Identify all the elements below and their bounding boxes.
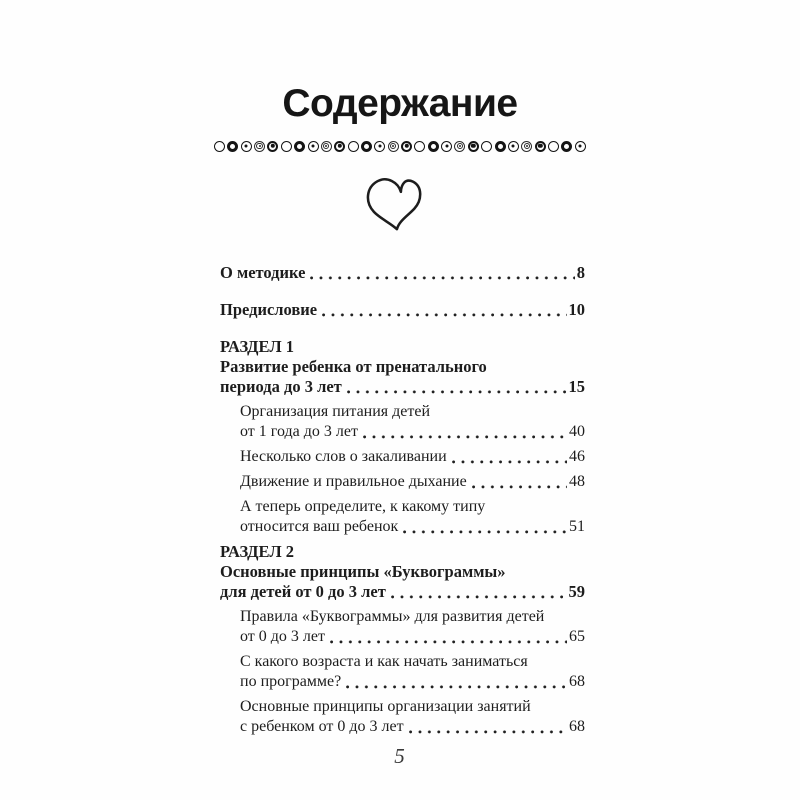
toc-line — [240, 652, 585, 672]
toc-line — [220, 377, 585, 397]
circle-glyph — [267, 141, 278, 152]
toc-entry-text: Организация питания детей — [240, 403, 431, 420]
dot-leader — [342, 377, 569, 397]
page-title: Содержание — [282, 82, 518, 125]
toc-entry-text: РАЗДЕЛ 1 — [220, 337, 294, 356]
dot-leader — [358, 422, 569, 442]
circle-glyph — [254, 141, 265, 152]
dot-leader — [398, 517, 569, 537]
circle-glyph — [388, 141, 399, 152]
circle-glyph — [241, 141, 252, 152]
toc-line — [240, 422, 585, 442]
toc-entry — [220, 337, 585, 397]
toc-entry-text: Основные принципы организации занятий — [240, 698, 531, 715]
toc-entry-text: Движение и правильное дыхание — [240, 473, 467, 490]
circle-glyph — [308, 141, 319, 152]
dot-leader — [341, 672, 569, 692]
circles-divider — [214, 139, 586, 153]
page-number: 5 — [394, 744, 406, 768]
toc-page-number: 15 — [568, 377, 585, 396]
dot-leader — [447, 447, 569, 467]
circle-glyph — [401, 141, 412, 152]
dot-leader — [467, 472, 569, 492]
circle-glyph — [414, 141, 425, 152]
toc-line — [220, 337, 585, 357]
toc-line — [240, 697, 585, 717]
circle-glyph — [321, 141, 332, 152]
toc-line — [220, 263, 585, 283]
circle-glyph — [428, 141, 439, 152]
toc-page-number: 48 — [569, 473, 585, 490]
toc-line — [220, 300, 585, 320]
circle-glyph — [535, 141, 546, 152]
toc-entry — [220, 300, 585, 320]
toc-line — [240, 627, 585, 647]
dot-leader — [305, 263, 576, 283]
toc-entry-text: Правила «Буквограммы» для развития детей — [240, 608, 545, 625]
toc-entry-text: периода до 3 лет — [220, 377, 342, 396]
dot-leader — [325, 627, 569, 647]
toc-line — [240, 447, 585, 467]
circle-glyph — [508, 141, 519, 152]
circle-glyph — [575, 141, 586, 152]
circle-glyph — [374, 141, 385, 152]
toc-line — [240, 607, 585, 627]
circle-glyph — [521, 141, 532, 152]
toc-line — [220, 357, 585, 377]
toc-entry-text: по программе? — [240, 673, 342, 690]
toc-entry-text: для детей от 0 до 3 лет — [220, 582, 386, 601]
toc-entry — [220, 497, 585, 537]
toc-entry-text: РАЗДЕЛ 2 — [220, 542, 294, 561]
toc-entry — [220, 263, 585, 283]
circle-glyph — [468, 141, 479, 152]
toc-entry-text: от 1 года до 3 лет — [240, 423, 358, 440]
toc-entry — [220, 472, 585, 492]
toc-page-number: 59 — [568, 582, 585, 601]
toc-page-number: 46 — [569, 448, 585, 465]
toc-line — [240, 472, 585, 492]
circle-glyph — [361, 141, 372, 152]
toc-entry — [220, 607, 585, 647]
toc-entry — [220, 542, 585, 602]
toc-line — [240, 402, 585, 422]
toc-entry — [220, 697, 585, 737]
heart-doodle-icon — [356, 169, 443, 243]
toc-entry-text: Несколько слов о закаливании — [240, 448, 447, 465]
toc-entry-text: Основные принципы «Буквограммы» — [220, 562, 506, 581]
circle-glyph — [294, 141, 305, 152]
dot-leader — [404, 717, 569, 737]
toc-entry-text: С какого возраста и как начать заниматься — [240, 653, 528, 670]
table-of-contents — [220, 263, 585, 742]
circle-glyph — [495, 141, 506, 152]
toc-entry-text: от 0 до 3 лет — [240, 628, 325, 645]
toc-line — [220, 562, 585, 582]
toc-page-number: 51 — [569, 518, 585, 535]
dot-leader — [386, 582, 569, 602]
toc-entry-text: с ребенком от 0 до 3 лет — [240, 718, 404, 735]
toc-page-number: 68 — [569, 673, 585, 690]
circle-glyph — [214, 141, 225, 152]
toc-page-number: 68 — [569, 718, 585, 735]
toc-line — [240, 497, 585, 517]
circle-glyph — [548, 141, 559, 152]
toc-entry-text: Предисловие — [220, 300, 318, 319]
toc-line — [240, 672, 585, 692]
toc-line — [220, 542, 585, 562]
toc-page-number: 10 — [568, 300, 585, 319]
circle-glyph — [334, 141, 345, 152]
toc-entry-text: А теперь определите, к какому типу — [240, 498, 486, 515]
toc-entry — [220, 447, 585, 467]
toc-entry — [220, 402, 585, 442]
circle-glyph — [348, 141, 359, 152]
circle-glyph — [281, 141, 292, 152]
circle-glyph — [441, 141, 452, 152]
toc-line — [220, 582, 585, 602]
toc-line — [240, 517, 585, 537]
dot-leader — [317, 300, 568, 320]
toc-entry — [220, 652, 585, 692]
toc-page-number: 8 — [576, 263, 585, 282]
toc-entry-text: относится ваш ребенок — [240, 518, 399, 535]
circle-glyph — [454, 141, 465, 152]
circle-glyph — [561, 141, 572, 152]
toc-page-number: 65 — [569, 628, 585, 645]
circle-glyph — [481, 141, 492, 152]
toc-entry-text: Развитие ребенка от пренатального — [220, 357, 487, 376]
circle-glyph — [227, 141, 238, 152]
toc-line — [240, 717, 585, 737]
toc-page-number: 40 — [569, 423, 585, 440]
toc-entry-text: О методике — [220, 263, 306, 282]
